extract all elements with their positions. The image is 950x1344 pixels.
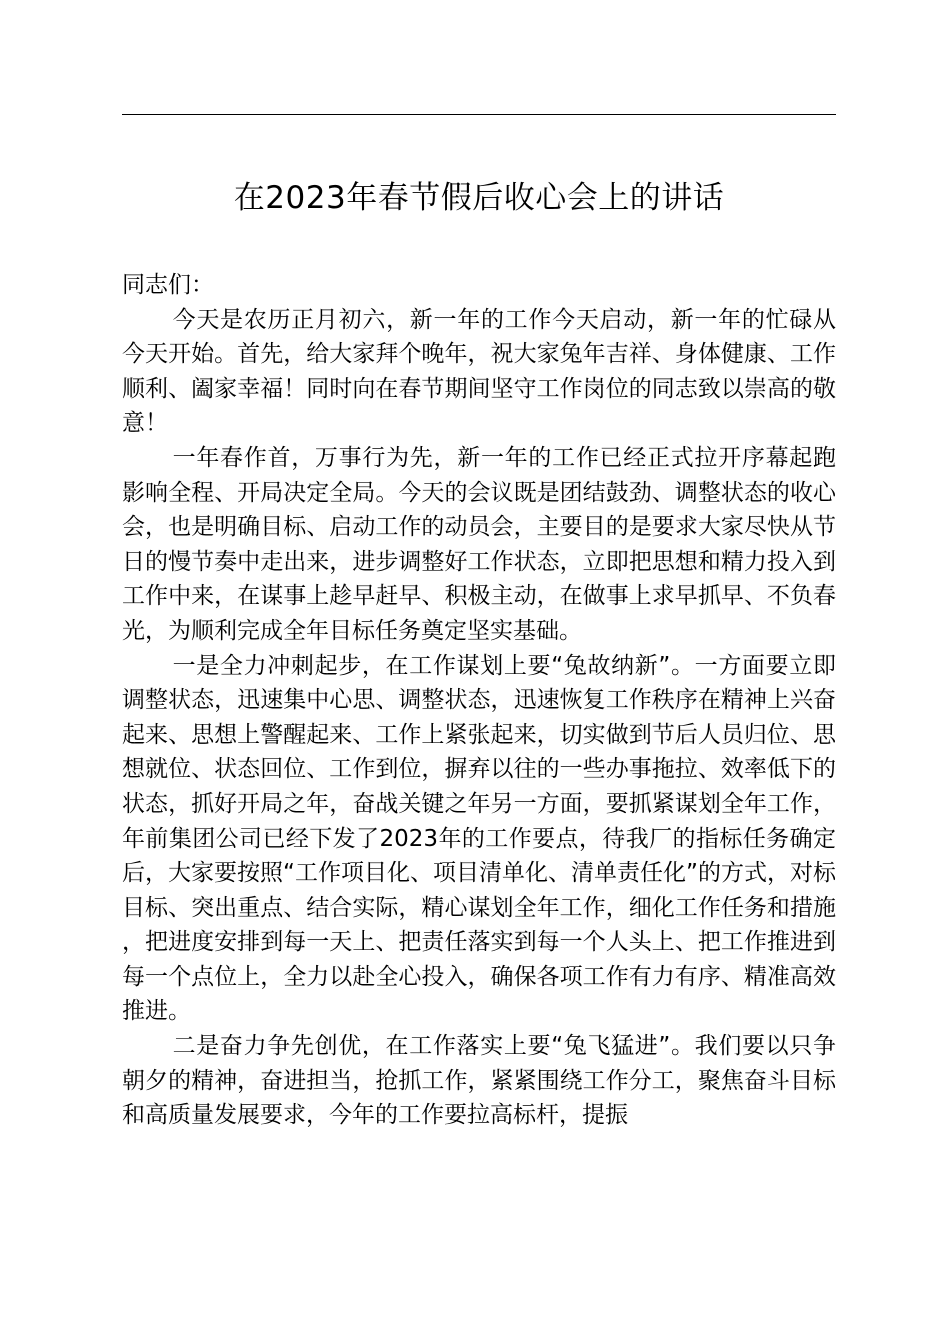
document-body — [122, 268, 836, 1133]
paragraph-4: 二是奋力争先创优，在工作落实上要“兔飞猛进”。我们要以只争朝夕的精神，奋进担当，抢抓工作，紧紧围绕工作分工，聚焦奋斗目标和高质量发展要求，今年的工作要拉高标杆，提振 — [122, 1033, 836, 1129]
header-rule — [122, 114, 836, 115]
paragraph-1: 今天是农历正月初六，新一年的工作今天启动，新一年的忙碌从今天开始。首先，给大家拜个晚年，祝大家兔年吉祥、身体健康、工作顺利、阖家幸福！同时向在春节期间坚守工作岗位的同志致以崇高的敬意！ — [122, 306, 836, 437]
salutation: 同志们： — [122, 272, 214, 298]
document-title: 在2023年春节假后收心会上的讲话 — [233, 180, 725, 216]
paragraph-2: 一年春作首，万事行为先，新一年的工作已经正式拉开序幕起跑影响全程、开局决定全局。今天的会议既是团结鼓劲、调整状态的收心会，也是明确目标、启动工作的动员会，主要目的是要求大家尽快从节日的慢节奏中走出来，进步调整好工作状态，立即把思想和精力投入到工作中来，在谋事上趁早赶早、积极主动，在做事上求早抓早、不负春光，为顺利完成全年目标任务奠定坚实基础。 — [122, 444, 836, 644]
paragraph-3: 一是全力冲刺起步，在工作谋划上要“兔故纳新”。一方面要立即调整状态，迅速集中心思、调整状态，迅速恢复工作秩序在精神上兴奋起来、思想上警醒起来、工作上紧张起来，切实做到节后人员归位、思想就位、状态回位、工作到位，摒弃以往的一些办事拖拉、效率低下的状态，抓好开局之年，奋战关键之年另一方面，要抓紧谋划全年工作，年前集团公司已经下发了2023年的工作要点，待我厂的指标任务确定后，大家要按照“工作项目化、项目清单化、清单责任化”的方式，对标目标、突出重点、结合实际，精心谋划全年工作，细化工作任务和措施，把进度安排到每一天上、把责任落实到每一个人头上、把工作推进到每一个点位上，全力以赴全心投入，确保各项工作有力有序、精准高效推进。 — [122, 652, 836, 1025]
